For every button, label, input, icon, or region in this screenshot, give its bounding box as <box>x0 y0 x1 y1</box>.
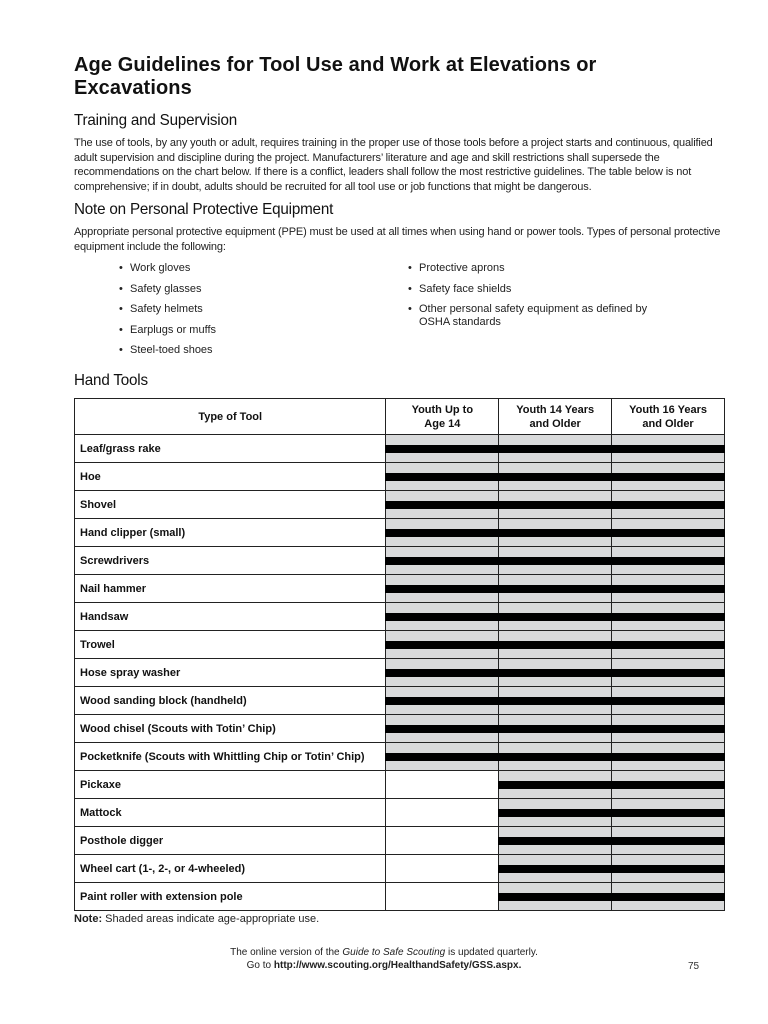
tool-name: Hoe <box>75 463 386 491</box>
tool-name: Screwdrivers <box>75 547 386 575</box>
age-appropriate-bar <box>611 445 725 453</box>
age-appropriate-bar <box>498 753 612 761</box>
table-header-row <box>75 399 725 435</box>
hand-tools-table <box>74 398 725 911</box>
shaded-cell <box>612 659 725 687</box>
table-row <box>75 491 725 519</box>
shaded-cell <box>612 827 725 855</box>
ppe-list-item: • Safety face shields <box>408 283 678 296</box>
shaded-cell <box>499 463 612 491</box>
age-appropriate-bar <box>611 501 725 509</box>
column-header: Youth 14 Years and Older <box>499 399 612 435</box>
shaded-cell <box>499 603 612 631</box>
shaded-cell <box>386 519 499 547</box>
shaded-cell <box>499 743 612 771</box>
page-number: 75 <box>688 961 700 972</box>
age-appropriate-bar <box>498 613 612 621</box>
ppe-list-right <box>408 262 678 337</box>
shaded-cell <box>499 687 612 715</box>
shaded-cell <box>386 435 499 463</box>
empty-cell <box>386 771 499 799</box>
shaded-cell <box>386 631 499 659</box>
tool-name: Trowel <box>75 631 386 659</box>
tool-name: Hose spray washer <box>75 659 386 687</box>
age-appropriate-bar <box>385 445 499 453</box>
age-appropriate-bar <box>498 501 612 509</box>
ppe-body: Appropriate personal protective equipment (PPE) must be used at all times when using hand or power tools. Types of personal protective equipment include the following: <box>74 226 721 253</box>
age-appropriate-bar <box>611 753 725 761</box>
footer-text: Go to <box>246 960 274 971</box>
note-label: Note: <box>74 913 103 925</box>
age-appropriate-bar <box>611 473 725 481</box>
age-appropriate-bar <box>385 641 499 649</box>
table-row <box>75 883 725 911</box>
table-row <box>75 659 725 687</box>
age-appropriate-bar <box>611 725 725 733</box>
table-row <box>75 743 725 771</box>
table-row <box>75 435 725 463</box>
column-header: Youth Up to Age 14 <box>386 399 499 435</box>
tool-name: Shovel <box>75 491 386 519</box>
shaded-cell <box>499 827 612 855</box>
tool-name: Leaf/grass rake <box>75 435 386 463</box>
age-appropriate-bar <box>611 893 725 901</box>
shaded-cell <box>386 743 499 771</box>
age-appropriate-bar <box>611 557 725 565</box>
footer-line-2 <box>0 959 768 972</box>
gss-url-link[interactable]: http://www.scouting.org/HealthandSafety/GSS.aspx. <box>273 960 522 971</box>
age-appropriate-bar <box>498 837 612 845</box>
shaded-cell <box>612 855 725 883</box>
age-appropriate-bar <box>611 781 725 789</box>
table-row <box>75 603 725 631</box>
shaded-cell <box>499 631 612 659</box>
age-appropriate-bar <box>498 865 612 873</box>
shaded-cell <box>386 659 499 687</box>
age-appropriate-bar <box>498 557 612 565</box>
shaded-cell <box>499 799 612 827</box>
table-row <box>75 575 725 603</box>
shaded-cell <box>612 435 725 463</box>
table-row <box>75 855 725 883</box>
table-row <box>75 687 725 715</box>
table-row <box>75 827 725 855</box>
hand-tools-heading: Hand Tools <box>74 372 148 389</box>
shaded-cell <box>386 547 499 575</box>
table-row <box>75 463 725 491</box>
age-appropriate-bar <box>611 865 725 873</box>
empty-cell <box>386 827 499 855</box>
age-appropriate-bar <box>498 893 612 901</box>
age-appropriate-bar <box>498 641 612 649</box>
tool-name: Wood chisel (Scouts with Totin’ Chip) <box>75 715 386 743</box>
page-title: Age Guidelines for Tool Use and Work at Elevations or Excavations <box>74 54 597 99</box>
tool-name: Nail hammer <box>75 575 386 603</box>
shaded-cell <box>612 575 725 603</box>
shaded-cell <box>499 547 612 575</box>
empty-cell <box>386 883 499 911</box>
shaded-cell <box>386 715 499 743</box>
shaded-cell <box>386 575 499 603</box>
footer-line-1 <box>0 946 768 959</box>
tool-name: Pickaxe <box>75 771 386 799</box>
ppe-list-item: • Earplugs or muffs <box>119 324 216 337</box>
table-row <box>75 519 725 547</box>
shaded-cell <box>499 491 612 519</box>
guide-title: Guide to Safe Scouting <box>342 947 446 958</box>
age-appropriate-bar <box>385 529 499 537</box>
tool-name: Paint roller with extension pole <box>75 883 386 911</box>
ppe-list-item: • Other personal safety equipment as defined by OSHA standards <box>408 303 678 329</box>
shaded-cell <box>612 603 725 631</box>
ppe-list-item: • Work gloves <box>119 262 216 275</box>
shaded-cell <box>499 883 612 911</box>
tool-name: Handsaw <box>75 603 386 631</box>
shaded-cell <box>499 575 612 603</box>
age-appropriate-bar <box>611 613 725 621</box>
age-appropriate-bar <box>498 809 612 817</box>
tool-name: Posthole digger <box>75 827 386 855</box>
age-appropriate-bar <box>611 669 725 677</box>
tool-name: Wood sanding block (handheld) <box>75 687 386 715</box>
shaded-cell <box>499 519 612 547</box>
age-appropriate-bar <box>385 613 499 621</box>
age-appropriate-bar <box>611 809 725 817</box>
shaded-cell <box>612 743 725 771</box>
shaded-cell <box>612 631 725 659</box>
footer-text: The online version of the <box>230 947 343 958</box>
shaded-cell <box>612 687 725 715</box>
ppe-list-left <box>119 262 216 365</box>
shaded-cell <box>499 771 612 799</box>
table-note <box>74 913 319 925</box>
shaded-cell <box>386 491 499 519</box>
footer-text: is updated quarterly. <box>445 947 538 958</box>
shaded-cell <box>499 855 612 883</box>
age-appropriate-bar <box>385 697 499 705</box>
age-appropriate-bar <box>498 529 612 537</box>
age-appropriate-bar <box>498 781 612 789</box>
shaded-cell <box>612 547 725 575</box>
table-row <box>75 799 725 827</box>
tool-name: Pocketknife (Scouts with Whittling Chip or Totin’ Chip) <box>75 743 386 771</box>
age-appropriate-bar <box>498 473 612 481</box>
shaded-cell <box>612 799 725 827</box>
page-footer <box>0 946 768 972</box>
ppe-list-item: • Safety helmets <box>119 303 216 316</box>
age-appropriate-bar <box>611 837 725 845</box>
age-appropriate-bar <box>385 725 499 733</box>
tool-name: Wheel cart (1-, 2-, or 4-wheeled) <box>75 855 386 883</box>
age-appropriate-bar <box>498 585 612 593</box>
age-appropriate-bar <box>385 501 499 509</box>
age-appropriate-bar <box>611 697 725 705</box>
training-body: The use of tools, by any youth or adult, requires training in the proper use of those tools before a project starts and continuous, qualified adult supervision and discipline during the project. Manufacturers’ literature and age and skill restrictions shall supersede the recommendations on the chart below. If there is a conflict, leaders shall follow the most restrictive guidelines. The table below is not comprehensive; if in doubt, adults should be recruited for all tool use or job functions that might be dangerous. <box>74 137 713 193</box>
age-appropriate-bar <box>385 753 499 761</box>
table-row <box>75 547 725 575</box>
table-row <box>75 715 725 743</box>
age-appropriate-bar <box>385 585 499 593</box>
shaded-cell <box>386 463 499 491</box>
shaded-cell <box>612 715 725 743</box>
ppe-heading: Note on Personal Protective Equipment <box>74 201 334 218</box>
age-appropriate-bar <box>498 725 612 733</box>
training-heading: Training and Supervision <box>74 112 238 129</box>
age-appropriate-bar <box>498 669 612 677</box>
shaded-cell <box>612 519 725 547</box>
shaded-cell <box>499 435 612 463</box>
age-appropriate-bar <box>385 473 499 481</box>
table-row <box>75 771 725 799</box>
ppe-list-item: • Protective aprons <box>408 262 678 275</box>
age-appropriate-bar <box>611 641 725 649</box>
shaded-cell <box>499 659 612 687</box>
shaded-cell <box>386 687 499 715</box>
age-appropriate-bar <box>385 557 499 565</box>
age-appropriate-bar <box>611 529 725 537</box>
note-text: Shaded areas indicate age-appropriate use. <box>102 913 320 925</box>
age-appropriate-bar <box>611 585 725 593</box>
tool-name: Mattock <box>75 799 386 827</box>
column-header: Type of Tool <box>75 399 386 435</box>
table-row <box>75 631 725 659</box>
age-appropriate-bar <box>498 445 612 453</box>
column-header: Youth 16 Years and Older <box>612 399 725 435</box>
age-appropriate-bar <box>385 669 499 677</box>
ppe-list-item: • Steel-toed shoes <box>119 344 216 357</box>
ppe-list-item: • Safety glasses <box>119 283 216 296</box>
tool-name: Hand clipper (small) <box>75 519 386 547</box>
shaded-cell <box>612 771 725 799</box>
shaded-cell <box>612 491 725 519</box>
shaded-cell <box>612 883 725 911</box>
shaded-cell <box>612 463 725 491</box>
empty-cell <box>386 799 499 827</box>
empty-cell <box>386 855 499 883</box>
age-appropriate-bar <box>498 697 612 705</box>
shaded-cell <box>499 715 612 743</box>
shaded-cell <box>386 603 499 631</box>
